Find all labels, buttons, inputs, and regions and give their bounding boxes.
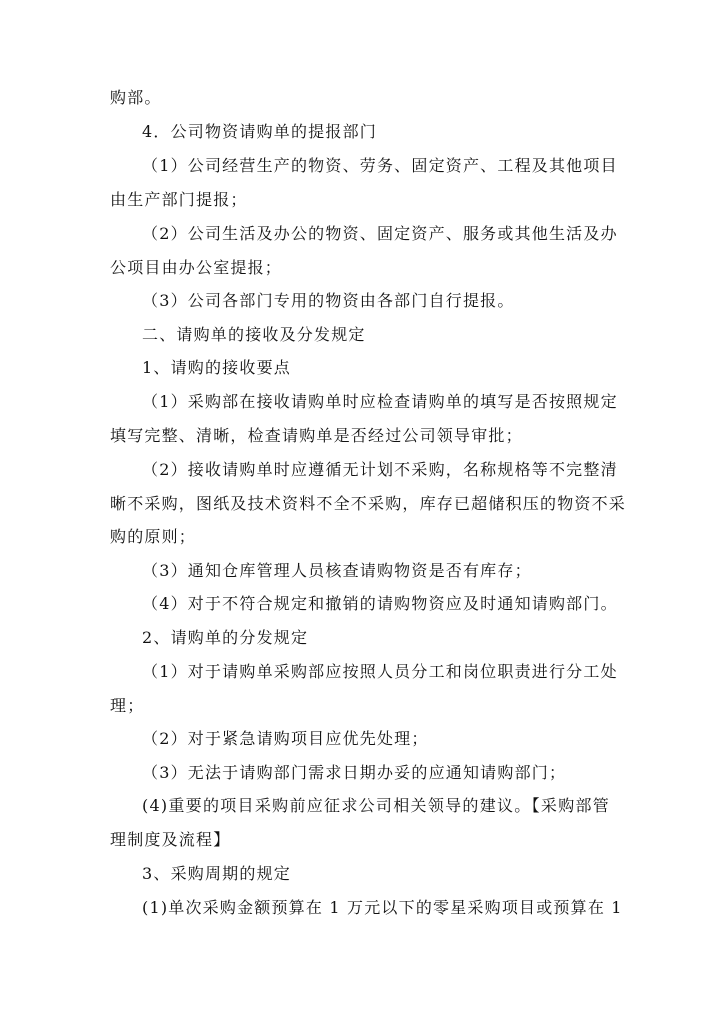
subsection-heading: 1、请购的接收要点 bbox=[142, 358, 291, 377]
paragraph-line: (4)重要的项目采购前应征求公司相关领导的建议。【采购部管 bbox=[142, 796, 610, 815]
paragraph-line: （2）接收请购单时应遵循无计划不采购，名称规格等不完整清 bbox=[142, 460, 618, 479]
paragraph-line: （1）对于请购单采购部应按照人员分工和岗位职责进行分工处 bbox=[142, 662, 618, 681]
paragraph-line: 晰不采购，图纸及技术资料不全不采购，库存已超储积压的物资不采 bbox=[110, 494, 627, 513]
paragraph-line: （4）对于不符合规定和撤销的请购物资应及时通知请购部门。 bbox=[142, 594, 618, 613]
subsection-heading: 3、采购周期的规定 bbox=[142, 864, 291, 883]
paragraph-line: （3）通知仓库管理人员核查请购物资是否有库存； bbox=[142, 561, 532, 580]
paragraph-line: （3）无法于请购部门需求日期办妥的应通知请购部门； bbox=[142, 763, 567, 782]
paragraph-line: 理； bbox=[110, 696, 145, 715]
paragraph-line: （2）公司生活及办公的物资、固定资产、服务或其他生活及办 bbox=[142, 224, 618, 243]
paragraph-line: （1）采购部在接收请购单时应检查请购单的填写是否按照规定 bbox=[142, 392, 618, 411]
paragraph-line: 由生产部门提报； bbox=[110, 190, 248, 209]
paragraph-line: （1）公司经营生产的物资、劳务、固定资产、工程及其他项目 bbox=[142, 156, 618, 175]
subsection-heading: 2、请购单的分发规定 bbox=[142, 628, 309, 647]
paragraph-line: (1)单次采购金额预算在 1 万元以下的零星采购项目或预算在 1 bbox=[142, 898, 623, 917]
paragraph-line: 购部。 bbox=[110, 88, 162, 107]
paragraph-line: 填写完整、清晰，检查请购单是否经过公司领导审批； bbox=[110, 426, 523, 445]
paragraph-line: 购的原则； bbox=[110, 527, 197, 546]
paragraph-line: 理制度及流程】 bbox=[110, 830, 231, 849]
paragraph-line: （3）公司各部门专用的物资由各部门自行提报。 bbox=[142, 291, 515, 310]
paragraph-line: （2）对于紧急请购项目应优先处理； bbox=[142, 729, 429, 748]
paragraph-line: 公项目由办公室提报； bbox=[110, 258, 283, 277]
section-heading: 4．公司物资请购单的提报部门 bbox=[142, 122, 377, 141]
section-heading: 二、请购单的接收及分发规定 bbox=[142, 325, 366, 344]
